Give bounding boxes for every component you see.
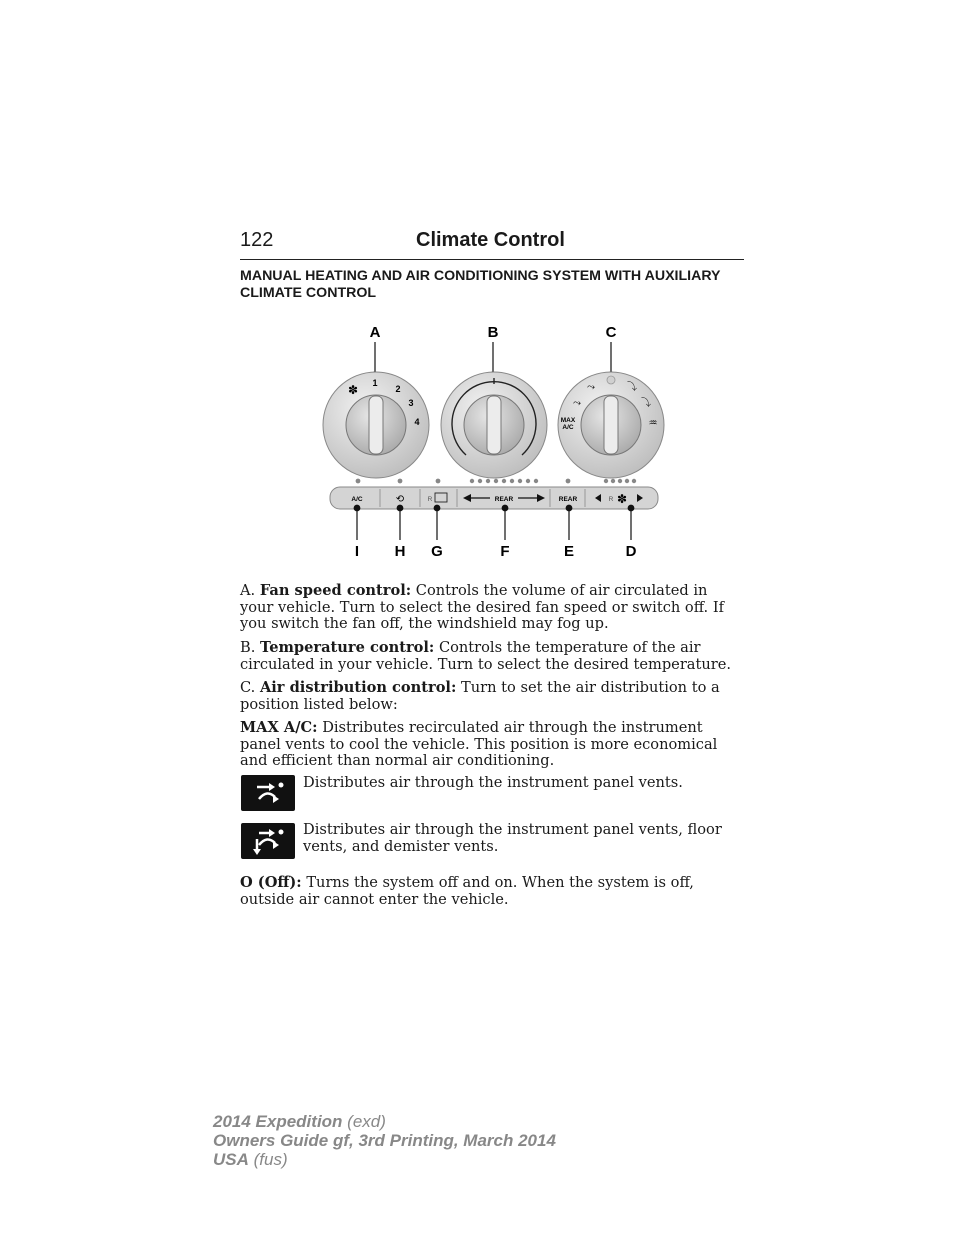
paragraph-term: Air distribution control: bbox=[259, 679, 457, 696]
paragraph-prefix: B. bbox=[240, 639, 256, 656]
panel-vent-description: Distributes air through the instrument panel vents. bbox=[303, 774, 683, 791]
recirc-icon: ⟲ bbox=[395, 494, 405, 505]
callout-f: F bbox=[500, 543, 510, 560]
rear-fan-icon: ✽ bbox=[616, 492, 628, 506]
floor-defrost-icon: ⤵ bbox=[641, 398, 651, 409]
callout-c: C bbox=[605, 324, 617, 341]
paragraph-text: Controls the volume of air circulated in your vehicle. Turn to select the desired fan speed or switch off. If you switch the fan off, the windshield may fog up. bbox=[240, 582, 724, 632]
floor-vent-icon: ⤵ bbox=[627, 382, 637, 393]
panel-floor-demister-description: Distributes air through the instrument panel vents, floor vents, and demister vents. bbox=[303, 821, 722, 855]
paragraph-term: O (Off): bbox=[240, 874, 302, 891]
page-title: Climate Control bbox=[416, 229, 565, 251]
fan-icon: ✽ bbox=[347, 383, 359, 397]
paragraph-max-ac bbox=[240, 720, 744, 770]
fan-speed-3: 3 bbox=[408, 398, 414, 408]
temperature-knob bbox=[441, 372, 547, 478]
paragraph-term: Temperature control: bbox=[260, 639, 435, 656]
panel-floor-demister-icon bbox=[241, 823, 295, 859]
paragraph-fan-speed bbox=[240, 583, 744, 633]
footer-printing: Owners Guide gf, 3rd Printing, March 2014 bbox=[213, 1131, 556, 1150]
rear-defrost-r: R bbox=[427, 496, 433, 503]
paragraph-prefix: A. bbox=[240, 582, 256, 599]
ac-button-label: A/C bbox=[351, 496, 363, 503]
button-strip bbox=[330, 487, 658, 509]
climate-control-diagram bbox=[300, 318, 680, 568]
paragraph-air-distribution bbox=[240, 680, 744, 713]
footer-line-1 bbox=[213, 1112, 556, 1131]
air-distribution-knob bbox=[558, 372, 664, 478]
fan-speed-2: 2 bbox=[395, 384, 401, 394]
panel-vent-icon bbox=[241, 775, 295, 811]
page-footer bbox=[213, 1112, 556, 1169]
rear-slider-label: REAR bbox=[494, 496, 514, 503]
footer-line-2 bbox=[213, 1131, 556, 1150]
paragraph-temperature bbox=[240, 640, 744, 673]
rear-button-label: REAR bbox=[558, 496, 578, 503]
max-ac-label: MAX bbox=[560, 417, 576, 424]
paragraph-text: Distributes recirculated air through the instrument panel vents to cool the vehicle. This position is more economical and efficient than normal air conditioning. bbox=[240, 719, 718, 769]
panel-vent-icon: ⤳ bbox=[587, 382, 595, 393]
callout-d: D bbox=[625, 543, 637, 560]
page-number: 122 bbox=[240, 229, 274, 251]
defrost-icon: ♒ bbox=[648, 418, 658, 429]
footer-market: USA bbox=[213, 1150, 249, 1169]
callout-h: H bbox=[394, 543, 406, 560]
callout-b: B bbox=[487, 324, 499, 341]
callout-i: I bbox=[354, 543, 360, 560]
footer-model-code: (exd) bbox=[347, 1112, 386, 1131]
indicator-dots bbox=[356, 479, 637, 484]
callout-g: G bbox=[431, 543, 443, 560]
paragraph-text: Turn to set the air distribution to a position listed below: bbox=[240, 679, 720, 713]
callout-a: A bbox=[369, 324, 381, 341]
paragraph-text: Turns the system off and on. When the system is off, outside air cannot enter the vehicle. bbox=[240, 874, 694, 908]
fan-speed-1: 1 bbox=[372, 378, 378, 388]
paragraph-off bbox=[240, 875, 744, 908]
paragraph-prefix: C. bbox=[240, 679, 256, 696]
bilevel-vent-icon: ⤳ bbox=[573, 398, 581, 409]
footer-line-3 bbox=[213, 1150, 556, 1169]
rear-fan-r: R bbox=[608, 496, 614, 503]
paragraph-term: MAX A/C: bbox=[240, 719, 318, 736]
footer-model: 2014 Expedition bbox=[213, 1112, 343, 1131]
fan-speed-4: 4 bbox=[414, 417, 420, 427]
fan-speed-knob bbox=[323, 372, 429, 478]
footer-market-code: (fus) bbox=[253, 1150, 288, 1169]
paragraph-text: Controls the temperature of the air circulated in your vehicle. Turn to select the desired temperature. bbox=[240, 639, 732, 673]
callout-e: E bbox=[563, 543, 575, 560]
max-ac-label-2: A/C bbox=[562, 424, 574, 431]
paragraph-term: Fan speed control: bbox=[259, 582, 412, 599]
page-header bbox=[240, 229, 744, 260]
section-heading: MANUAL HEATING AND AIR CONDITIONING SYSTEM WITH AUXILIARY CLIMATE CONTROL bbox=[240, 268, 721, 301]
